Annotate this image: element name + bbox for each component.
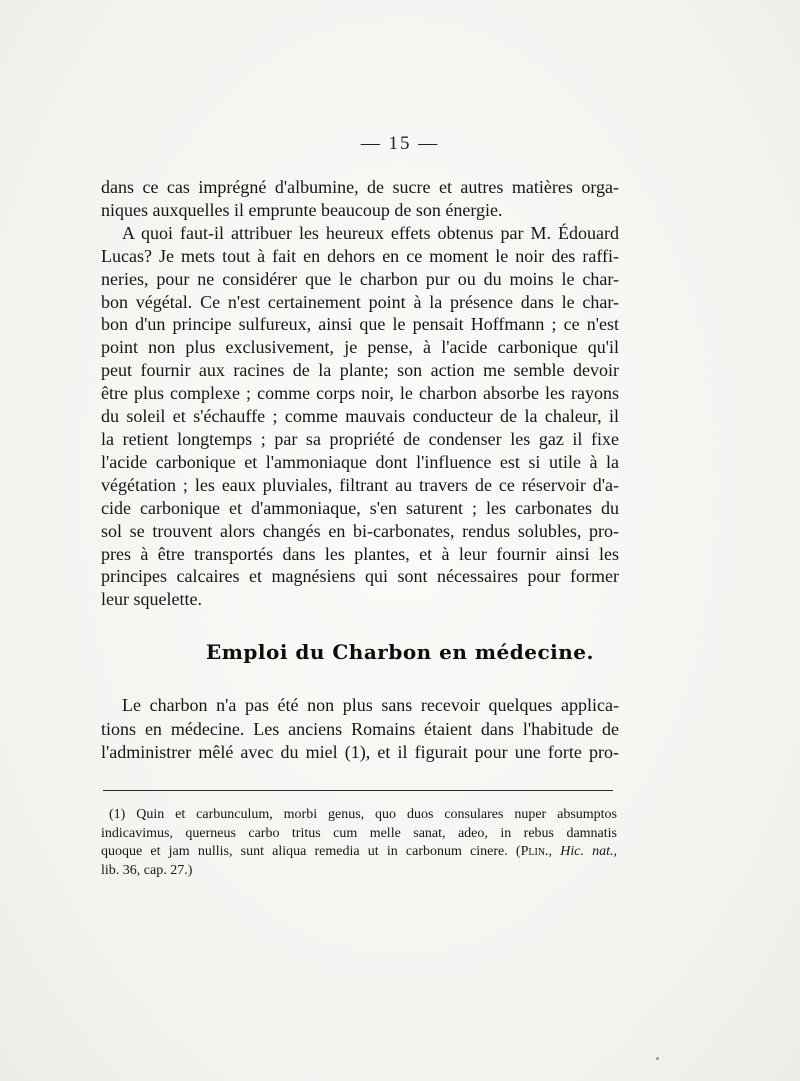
footnote-text: quoque et jam nullis, sunt aliqua remedia ut in carbonum cinere. (	[101, 844, 521, 860]
section-heading: Emploi du Charbon en médecine.	[206, 640, 594, 664]
footnote-line: lib. 36, cap. 27.)	[101, 862, 193, 878]
footnote-citation-work: Hic. nat.,	[560, 844, 618, 860]
text-line: cide carbonique et d'ammoniaque, s'en saturent ; les carbonates du	[101, 497, 619, 518]
text-line: la retient longtemps ; par sa propriété de condenser les gaz il fixe	[101, 428, 619, 449]
text-line: l'acide carbonique et l'ammoniaque dont l'influence est si utile à la	[101, 451, 619, 472]
page-number: — 15 —	[360, 133, 440, 154]
footnote-line: (1) Quin et carbunculum, morbi genus, quo duos consulares nuper absumptos	[109, 807, 617, 822]
text-line: bon végétal. Ce n'est certainement point à la présence dans le char-	[101, 291, 619, 312]
text-line: être plus complexe ; comme corps noir, le charbon absorbe les rayons	[101, 383, 619, 404]
footnote-line: indicavimus, querneus carbo tritus cum melle sanat, adeo, in rebus damnatis	[101, 825, 617, 841]
text-line: bon d'un principe sulfureux, ainsi que le pensait Hoffmann ; ce n'est	[101, 314, 619, 335]
text-line: peut fournir aux racines de la plante; son action me semble devoir	[101, 360, 619, 381]
text-line: sol se trouvent alors changés en bi-carbonates, rendus solubles, pro-	[101, 520, 619, 541]
body-text	[101, 176, 619, 611]
text-line: pres à être transportés dans les plantes, et à leur fournir ainsi les	[101, 543, 619, 564]
text-line: point non plus exclusivement, je pense, à l'acide carbonique qu'il	[101, 337, 619, 358]
text-line: tions en médecine. Les anciens Romains étaient dans l'habitude de	[101, 718, 619, 739]
footnote	[101, 806, 617, 880]
section-text	[101, 694, 619, 765]
text-line: A quoi faut-il attribuer les heureux effets obtenus par M. Édouard	[122, 222, 619, 243]
text-line: principes calcaires et magnésiens qui sont nécessaires pour former	[101, 566, 619, 587]
text-line: niques auxquelles il emprunte beaucoup de son énergie.	[101, 199, 503, 220]
footnote-citation-author: Plin.	[520, 844, 549, 860]
text-line: neries, pour ne considérer que le charbon pur ou du moins le char-	[101, 268, 619, 289]
text-line: du soleil et s'échauffe ; comme mauvais conducteur de la chaleur, il	[101, 406, 619, 427]
footnote-line: quoque et jam nullis, sunt aliqua remedia ut in carbonum cinere. (Plin., Hic. nat.,	[101, 844, 618, 860]
text-line: dans ce cas imprégné d'albumine, de sucre et autres matières orga-	[101, 177, 619, 197]
text-line: leur squelette.	[101, 589, 202, 610]
paper-speck	[656, 1057, 659, 1060]
text-line: l'administrer mêlé avec du miel (1), et il figurait pour une forte pro-	[101, 742, 619, 762]
text-line: Lucas? Je mets tout à fait en dehors en ce moment le noir des raffi-	[101, 245, 619, 266]
text-line: Le charbon n'a pas été non plus sans recevoir quelques applica-	[122, 695, 619, 715]
footnote-divider	[103, 790, 613, 791]
text-line: végétation ; les eaux pluviales, filtrant au travers de ce réservoir d'a-	[101, 474, 619, 495]
